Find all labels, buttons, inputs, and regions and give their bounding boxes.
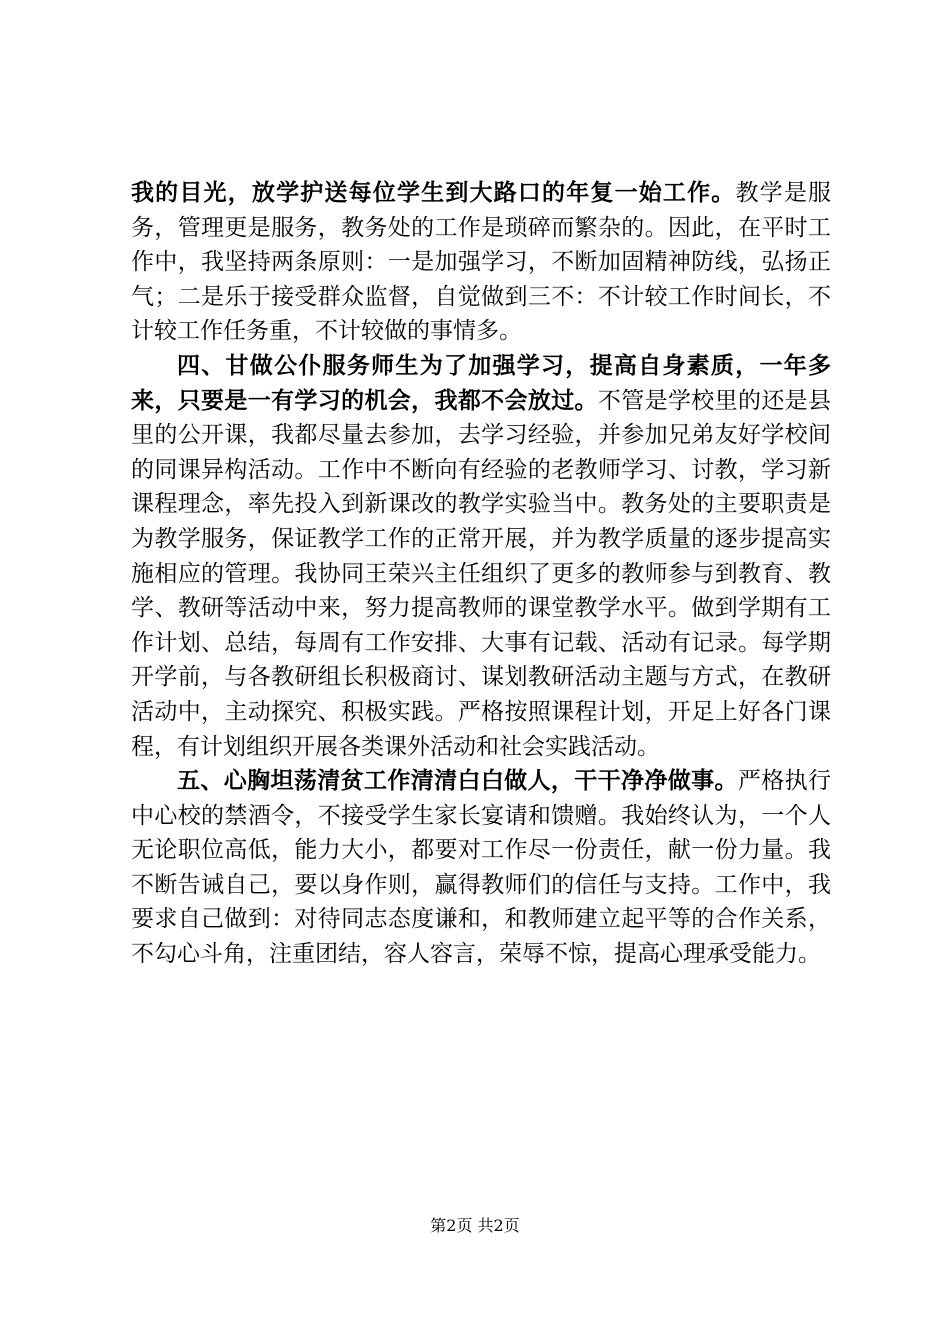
paragraph-lead: 四、甘做公仆服务师生为了加强学习，提高自身素质，一年多来，只要是一有学习的机会，我都不会放过。 — [131, 352, 831, 414]
paragraph-section-four — [131, 349, 831, 764]
paragraph-text: 教学是服务，管理更是服务，教务处的工作是琐碎而繁杂的。因此，在平时工作中，我坚持两条原则：一是加强学习，不断加固精神防线，弘扬正气；二是乐于接受群众监督，自觉做到三不：不计较工作时间长，不计较工作任务重，不计较做的事情多。 — [131, 180, 832, 345]
paragraph-lead: 五、心胸坦荡清贫工作清清白白做人，干干净净做事。 — [177, 768, 738, 795]
paragraph-lead: 我的目光，放学护送每位学生到大路口的年复一始工作。 — [131, 180, 736, 206]
page-number-footer: 第2页 共2页 — [430, 1216, 520, 1235]
paragraph-text: 严格执行中心校的禁酒令，不接受学生家长宴请和馈赠。我始终认为，一个人无论职位高低，能力大小，都要对工作尽一份责任，献一份力量。我不断告诫自己，要以身作则，赢得教师们的信任与支持。工作中，我要求自己做到：对待同志态度谦和，和教师建立起平等的合作关系，不勾心斗角，注重团结，容人容言，荣辱不惊，提高心理承受能力。 — [131, 768, 832, 968]
paragraph-section-five — [131, 764, 831, 972]
paragraph-text: 不管是学校里的还是县里的公开课，我都尽量去参加，去学习经验，并参加兄弟友好学校间的同课异构活动。工作中不断向有经验的老教师学习、讨教，学习新课程理念，率先投入到新课改的教学实验当中。教务处的主要职责是为教学服务，保证教学工作的正常开展，并为教学质量的逐步提高实施相应的管理。我协同王荣兴主任组织了更多的教师参与到教育、教学、教研等活动中来，努力提高教师的课堂教学水平。做到学期有工作计划、总结，每周有工作安排、大事有记载、活动有记录。每学期开学前，与各教研组长积极商讨、谋划教研活动主题与方式，在教研活动中，主动探究、积极实践。严格按照课程计划，开足上好各门课程，有计划组织开展各类课外活动和社会实践活动。 — [131, 387, 832, 760]
paragraph-continuation — [131, 176, 831, 349]
document-body — [131, 176, 831, 972]
